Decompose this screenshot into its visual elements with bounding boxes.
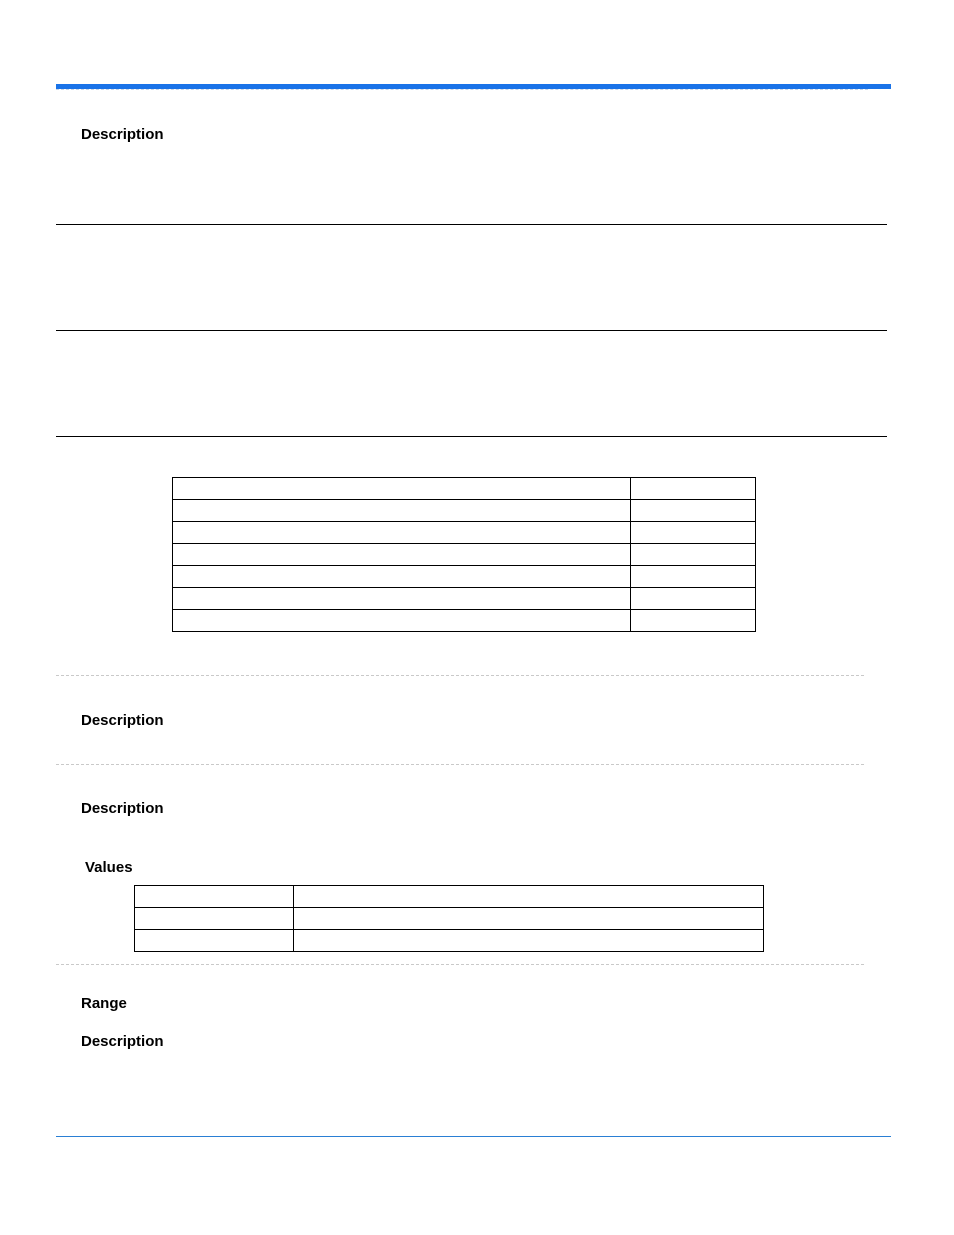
- section-label-description: Description: [81, 712, 164, 729]
- footer-rule: [56, 1136, 891, 1137]
- table-cell: [294, 930, 764, 952]
- dashed-section-separator: [56, 964, 864, 965]
- section-label-description: Description: [81, 1033, 164, 1050]
- table-row: [135, 930, 764, 952]
- table-cell: [294, 908, 764, 930]
- table-row: [173, 522, 756, 544]
- section-divider: [56, 224, 887, 225]
- table-row: [135, 886, 764, 908]
- section-divider: [56, 330, 887, 331]
- section-divider: [56, 436, 887, 437]
- table-cell: [135, 908, 294, 930]
- table-cell: [631, 522, 756, 544]
- table-row: [135, 908, 764, 930]
- table-cell: [173, 588, 631, 610]
- table-cell: [173, 610, 631, 632]
- values-table: [134, 885, 764, 952]
- table-cell: [631, 610, 756, 632]
- table-cell: [631, 588, 756, 610]
- table-row: [173, 588, 756, 610]
- table-cell: [135, 886, 294, 908]
- table-cell: [135, 930, 294, 952]
- table-row: [173, 610, 756, 632]
- dashed-section-separator: [56, 764, 864, 765]
- table-row: [173, 544, 756, 566]
- table-cell: [631, 566, 756, 588]
- section-label-range: Range: [81, 995, 127, 1012]
- table-cell: [173, 566, 631, 588]
- table-row: [173, 500, 756, 522]
- data-table-1: [172, 477, 756, 632]
- table-row: [173, 566, 756, 588]
- section-label-description: Description: [81, 800, 164, 817]
- table-cell: [173, 522, 631, 544]
- table-cell: [631, 544, 756, 566]
- table-cell: [294, 886, 764, 908]
- section-label-values: Values: [85, 859, 133, 876]
- table-cell: [173, 478, 631, 500]
- dashed-section-separator: [56, 675, 864, 676]
- table-cell: [173, 544, 631, 566]
- table-cell: [631, 500, 756, 522]
- header-dashed-rule: [56, 89, 868, 90]
- table-row: [173, 478, 756, 500]
- table-cell: [631, 478, 756, 500]
- table-cell: [173, 500, 631, 522]
- section-label-description: Description: [81, 126, 164, 143]
